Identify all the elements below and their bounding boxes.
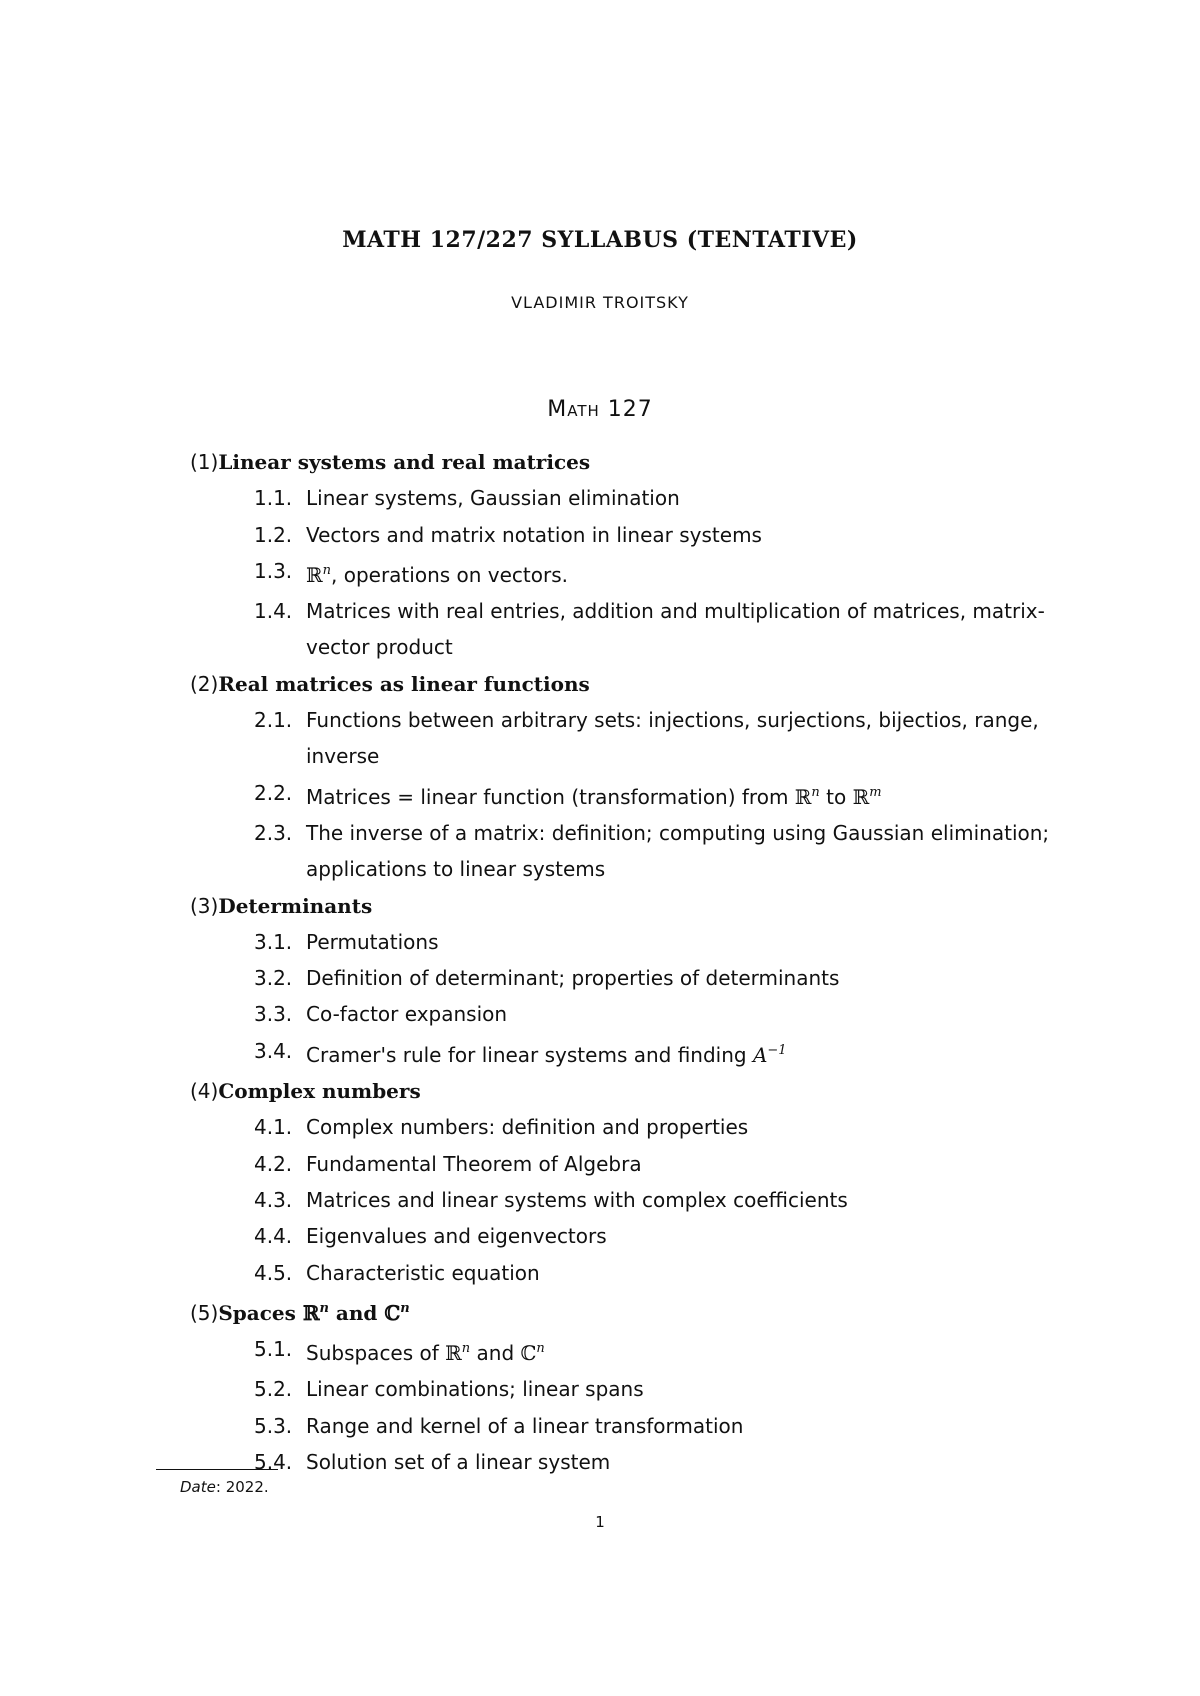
subtopic-number: 4.3. bbox=[254, 1187, 293, 1212]
subtopic-symbol: ℝ bbox=[794, 784, 812, 809]
subtopic-item bbox=[190, 1218, 1090, 1254]
section-heading: Math 127 bbox=[547, 397, 653, 422]
topic-heading bbox=[190, 444, 1090, 480]
subtopic-number: 3.1. bbox=[254, 929, 293, 954]
subtopic-symbol: ℝ bbox=[306, 562, 323, 587]
subtopic-superscript: n bbox=[322, 562, 331, 578]
topic-title-superscript: n bbox=[400, 1300, 410, 1316]
topic-heading bbox=[190, 1073, 1090, 1109]
footnote-label: Date bbox=[180, 1478, 216, 1496]
subtopic-number: 5.4. bbox=[254, 1450, 293, 1475]
topic-number: (4) bbox=[190, 1079, 219, 1104]
subtopic-text: Complex numbers: definition and properties bbox=[306, 1115, 749, 1140]
page-number: 1 bbox=[595, 1513, 605, 1531]
subtopic-number: 1.3. bbox=[254, 558, 293, 583]
subtopic-symbol: ℝ bbox=[852, 784, 870, 809]
topic-heading bbox=[190, 1291, 1090, 1331]
topic-number: (5) bbox=[190, 1300, 219, 1325]
subtopic-item bbox=[190, 1331, 1090, 1371]
topic-number: (1) bbox=[190, 450, 219, 474]
subtopic-item bbox=[190, 1033, 1090, 1073]
subtopic-number: 3.3. bbox=[254, 1002, 293, 1027]
subtopic-text: Matrices with real entries, addition and multiplication of matrices, matrix-vector product bbox=[306, 599, 1045, 660]
subtopic-text: Range and kernel of a linear transformation bbox=[306, 1413, 744, 1438]
subtopic-text: Solution set of a linear system bbox=[306, 1450, 611, 1475]
subtopic-text: Functions between arbitrary sets: injections, surjections, bijectios, range, inverse bbox=[306, 708, 1039, 769]
subtopic-number: 2.3. bbox=[254, 820, 293, 845]
subtopic-number: 1.4. bbox=[254, 599, 293, 624]
subtopic-italic: A bbox=[752, 1042, 768, 1067]
subtopic-text: to bbox=[819, 784, 853, 809]
subtopic-item bbox=[190, 1371, 1090, 1407]
topic-title-superscript: n bbox=[319, 1300, 329, 1316]
subtopic-item bbox=[190, 775, 1090, 815]
subtopic-superscript: n bbox=[536, 1341, 545, 1357]
document-title: MATH 127/227 SYLLABUS (TENTATIVE) bbox=[342, 227, 858, 253]
subtopic-superscript: m bbox=[869, 784, 882, 800]
subtopic-item bbox=[190, 1444, 1090, 1480]
subtopic-text bbox=[254, 553, 1098, 593]
subtopic-number: 5.1. bbox=[254, 1337, 293, 1362]
subtopic-text: Linear combinations; linear spans bbox=[306, 1377, 644, 1402]
subtopic-superscript: n bbox=[461, 1341, 471, 1357]
topic-heading bbox=[190, 666, 1090, 702]
subtopic-item bbox=[190, 593, 1090, 666]
subtopic-number: 4.1. bbox=[254, 1115, 293, 1140]
topic-title-text: Spaces bbox=[218, 1300, 303, 1325]
document-author: VLADIMIR TROITSKY bbox=[511, 293, 689, 312]
subtopic-number: 5.3. bbox=[254, 1413, 293, 1438]
topic-title bbox=[218, 1301, 409, 1325]
subtopic-text: and bbox=[470, 1341, 521, 1366]
subtopic-text: Vectors and matrix notation in linear systems bbox=[306, 522, 762, 547]
subtopic-text: Linear systems, Gaussian elimination bbox=[306, 486, 680, 511]
topic-number: (3) bbox=[190, 893, 219, 918]
subtopic-number: 3.4. bbox=[254, 1038, 293, 1063]
footnote bbox=[180, 1478, 269, 1496]
subtopic-number: 3.2. bbox=[254, 966, 293, 991]
subtopic-number: 4.2. bbox=[254, 1151, 293, 1176]
subtopic-text bbox=[254, 775, 1098, 815]
subtopic-item bbox=[190, 702, 1090, 775]
subtopic-text: The inverse of a matrix: definition; computing using Gaussian elimination; applications to linear systems bbox=[306, 820, 1050, 882]
subtopic-item bbox=[190, 1255, 1090, 1291]
topic-title-symbol: ℝ bbox=[302, 1300, 320, 1325]
topic-title: Real matrices as linear functions bbox=[218, 671, 590, 696]
subtopic-text: Permutations bbox=[306, 929, 439, 954]
subtopic-number: 1.1. bbox=[254, 486, 293, 511]
topic-title: Linear systems and real matrices bbox=[218, 450, 591, 474]
subtopic-item bbox=[190, 1109, 1090, 1145]
subtopic-superscript: −1 bbox=[767, 1042, 787, 1058]
subtopic-text: Co-factor expansion bbox=[306, 1002, 508, 1027]
subtopic-number: 2.1. bbox=[254, 708, 293, 733]
subtopic-symbol: ℂ bbox=[520, 1341, 537, 1366]
subtopic-item bbox=[190, 553, 1090, 593]
subtopic-text: Eigenvalues and eigenvectors bbox=[306, 1224, 607, 1249]
subtopic-item bbox=[190, 517, 1090, 553]
footnote-rule bbox=[156, 1469, 278, 1470]
subtopic-number: 1.2. bbox=[254, 522, 293, 547]
topic-heading bbox=[190, 888, 1090, 924]
subtopic-item bbox=[190, 480, 1090, 516]
subtopic-number: 2.2. bbox=[254, 780, 293, 805]
subtopic-text: Fundamental Theorem of Algebra bbox=[306, 1151, 642, 1176]
subtopic-superscript: n bbox=[811, 784, 820, 800]
topic-title-symbol: ℂ bbox=[384, 1300, 401, 1325]
subtopic-text: Cramer's rule for linear systems and finding bbox=[306, 1042, 753, 1067]
subtopic-symbol: ℝ bbox=[445, 1341, 462, 1366]
topic-title: Determinants bbox=[218, 893, 373, 918]
subtopic-number: 5.2. bbox=[254, 1377, 293, 1402]
subtopic-item bbox=[190, 996, 1090, 1032]
subtopic-item bbox=[190, 815, 1090, 888]
subtopic-item bbox=[190, 1146, 1090, 1182]
subtopic-text: Matrices and linear systems with complex coefficients bbox=[306, 1187, 848, 1212]
topic-number: (2) bbox=[190, 671, 219, 696]
topic-title: Complex numbers bbox=[218, 1079, 421, 1104]
syllabus-outline bbox=[190, 444, 1090, 1480]
subtopic-text: Matrices = linear function (transformation) from bbox=[306, 784, 795, 809]
subtopic-text: Characteristic equation bbox=[306, 1260, 540, 1285]
subtopic-item bbox=[190, 924, 1090, 960]
subtopic-text: Subspaces of bbox=[306, 1341, 446, 1366]
subtopic-text bbox=[254, 1033, 1098, 1073]
footnote-separator: : bbox=[215, 1478, 226, 1496]
subtopic-text: , operations on vectors. bbox=[331, 562, 569, 587]
subtopic-item bbox=[190, 1408, 1090, 1444]
subtopic-item bbox=[190, 1182, 1090, 1218]
subtopic-text bbox=[254, 1331, 1098, 1371]
topic-title-text: and bbox=[328, 1300, 385, 1325]
subtopic-number: 4.5. bbox=[254, 1260, 293, 1285]
footnote-value: 2022. bbox=[225, 1478, 269, 1496]
subtopic-number: 4.4. bbox=[254, 1224, 293, 1249]
subtopic-item bbox=[190, 960, 1090, 996]
subtopic-text: Definition of determinant; properties of determinants bbox=[306, 966, 840, 991]
